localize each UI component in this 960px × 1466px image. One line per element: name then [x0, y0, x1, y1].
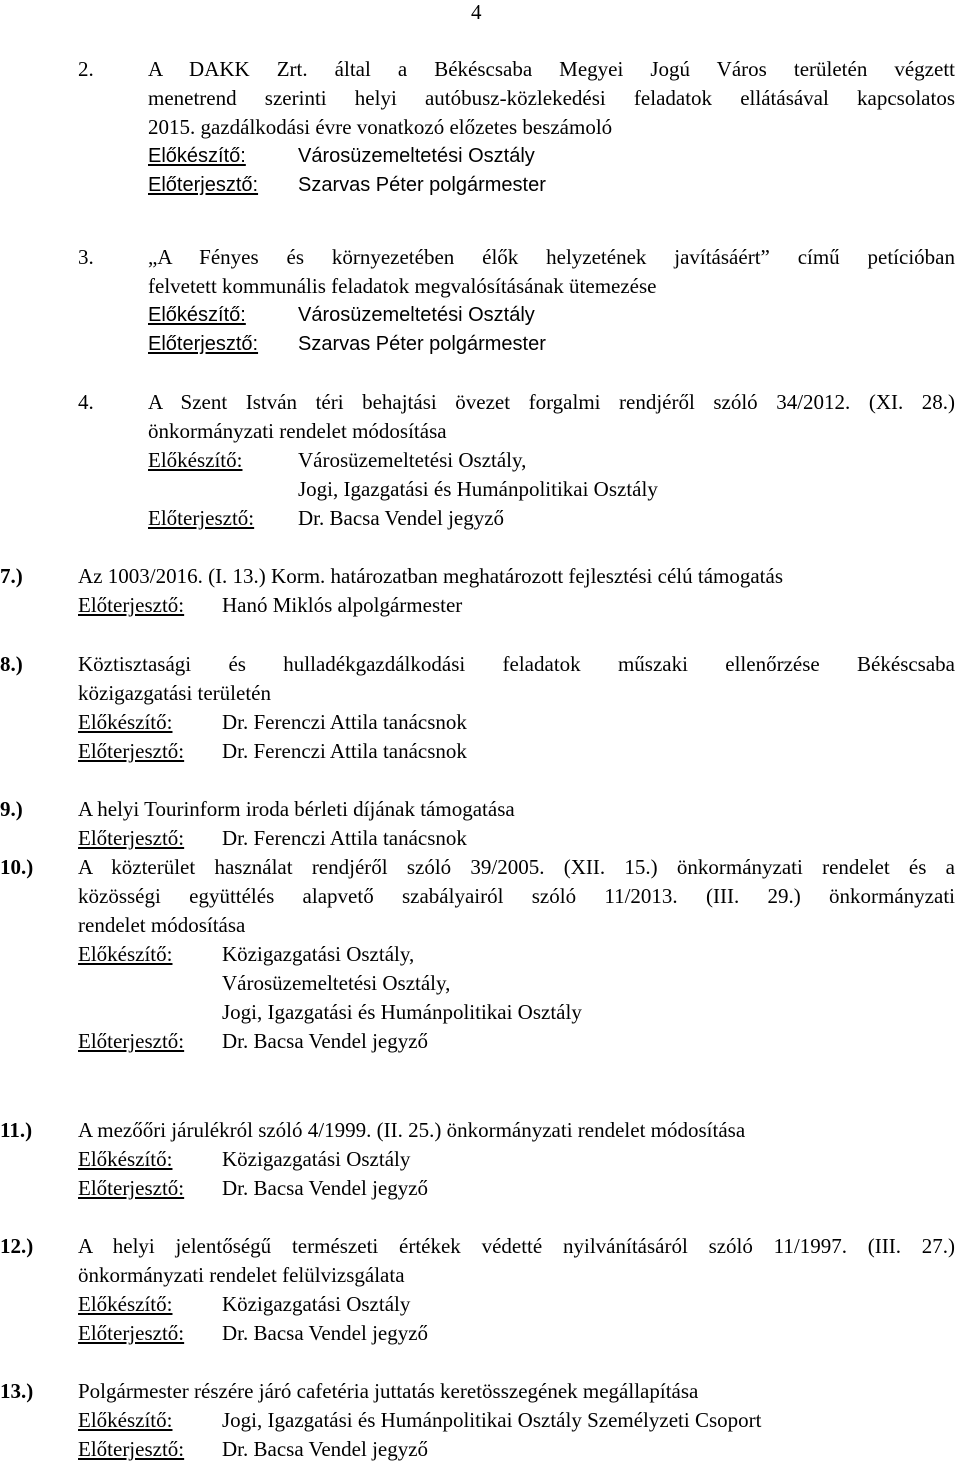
agenda-item: [0, 55, 960, 200]
presenter-row: [0, 1027, 960, 1056]
preparer-row: [0, 446, 960, 475]
presenter-label: Előterjesztő:: [78, 739, 185, 763]
agenda-item-title: A helyi jelentőségű természeti értékek védetté nyilvánításáról szóló 11/1997. (III. 27.): [78, 1234, 955, 1258]
presenter-label: Előterjesztő:: [148, 333, 259, 355]
preparer-row: [0, 969, 960, 998]
presenter-value: Dr. Bacsa Vendel jegyző: [298, 506, 505, 530]
preparer-label: Előkészítő:: [78, 710, 173, 734]
preparer-value: Közigazgatási Osztály,: [222, 942, 415, 966]
agenda-item: [0, 853, 960, 1056]
agenda-item-title: önkormányzati rendelet módosítása: [148, 419, 447, 443]
agenda-item: [0, 1232, 960, 1348]
presenter-value: Dr. Ferenczi Attila tanácsnok: [222, 826, 467, 850]
agenda-item-title: Köztisztasági és hulladékgazdálkodási feladatok műszaki ellenőrzése Békéscsaba: [78, 652, 955, 676]
presenter-row: [0, 737, 960, 766]
agenda-item-number: 11.): [0, 1118, 33, 1142]
preparer-value: Jogi, Igazgatási és Humánpolitikai Osztály Személyzeti Csoport: [222, 1408, 762, 1432]
preparer-label: Előkészítő:: [148, 145, 246, 167]
agenda-item-number: 10.): [0, 855, 34, 879]
agenda-item-number: 13.): [0, 1379, 34, 1403]
agenda-item-title: „A Fényes és környezetében élők helyzetének javításáért” című petícióban: [148, 245, 955, 269]
agenda-item-title: rendelet módosítása: [78, 913, 246, 937]
presenter-value: Dr. Bacsa Vendel jegyző: [222, 1321, 429, 1345]
presenter-row: [0, 1319, 960, 1348]
agenda-item-title: 2015. gazdálkodási évre vonatkozó előzetes beszámoló: [148, 115, 613, 139]
presenter-row: [0, 504, 960, 533]
presenter-value: Szarvas Péter polgármester: [298, 333, 546, 355]
agenda-item-number: 12.): [0, 1234, 34, 1258]
agenda-item-title: A Szent István téri behajtási övezet forgalmi rendjéről szóló 34/2012. (XI. 28.): [148, 390, 955, 414]
agenda-item-title: Az 1003/2016. (I. 13.) Korm. határozatban meghatározott fejlesztési célú támogatás: [78, 564, 783, 588]
presenter-row: [0, 1435, 960, 1464]
presenter-label: Előterjesztő:: [78, 1029, 185, 1053]
preparer-label: Előkészítő:: [78, 1292, 173, 1316]
agenda-item-title: A mezőőri járulékról szóló 4/1999. (II. 25.) önkormányzati rendelet módosítása: [78, 1118, 746, 1142]
agenda-item-title: A közterület használat rendjéről szóló 39/2005. (XII. 15.) önkormányzati rendelet és a: [78, 855, 955, 879]
agenda-item-title: közösségi együttélés alapvető szabályairól szóló 11/2013. (III. 29.) önkormányzati: [78, 884, 955, 908]
presenter-value: Szarvas Péter polgármester: [298, 174, 546, 196]
preparer-row: [0, 1145, 960, 1174]
agenda-item-number: 7.): [0, 564, 23, 588]
preparer-row: [0, 475, 960, 504]
agenda-item-title-row: [0, 388, 960, 417]
agenda-item-number: 4.: [78, 390, 94, 414]
presenter-label: Előterjesztő:: [78, 1437, 185, 1461]
preparer-row: [0, 940, 960, 969]
preparer-row: [0, 1290, 960, 1319]
agenda-item-number: 2.: [78, 57, 94, 81]
agenda-item: [0, 650, 960, 766]
agenda-item-title-row: [0, 1232, 960, 1261]
presenter-label: Előterjesztő:: [78, 1321, 185, 1345]
agenda-item-title-row: [0, 272, 960, 301]
presenter-label: Előterjesztő:: [148, 506, 255, 530]
preparer-value: Jogi, Igazgatási és Humánpolitikai Osztály: [298, 477, 658, 501]
agenda-item-title: A helyi Tourinform iroda bérleti díjának támogatása: [78, 797, 515, 821]
preparer-row: [0, 301, 960, 330]
preparer-label: Előkészítő:: [78, 1147, 173, 1171]
presenter-label: Előterjesztő:: [78, 593, 185, 617]
agenda-item: [0, 388, 960, 533]
preparer-value: Városüzemeltetési Osztály,: [222, 971, 451, 995]
agenda-item-title-row: [0, 562, 960, 591]
presenter-value: Dr. Bacsa Vendel jegyző: [222, 1437, 429, 1461]
agenda-item-title-row: [0, 84, 960, 113]
presenter-label: Előterjesztő:: [78, 1176, 185, 1200]
presenter-row: [0, 591, 960, 620]
agenda-item-title-row: [0, 911, 960, 940]
presenter-label: Előterjesztő:: [148, 174, 259, 196]
preparer-label: Előkészítő:: [78, 942, 173, 966]
page-number: 4: [471, 0, 482, 24]
preparer-value: Városüzemeltetési Osztály: [298, 304, 535, 326]
agenda-item-title-row: [0, 679, 960, 708]
presenter-row: [0, 330, 960, 359]
preparer-row: [0, 998, 960, 1027]
presenter-row: [0, 1174, 960, 1203]
presenter-row: [0, 824, 960, 853]
agenda-item-title-row: [0, 1377, 960, 1406]
agenda-item-title-row: [0, 243, 960, 272]
preparer-value: Városüzemeltetési Osztály: [298, 145, 535, 167]
agenda-item-title-row: [0, 650, 960, 679]
agenda-item-title-row: [0, 417, 960, 446]
agenda-item-title-row: [0, 55, 960, 84]
agenda-item: [0, 1116, 960, 1203]
agenda-item-title: önkormányzati rendelet felülvizsgálata: [78, 1263, 405, 1287]
presenter-row: [0, 171, 960, 200]
agenda-item-title: A DAKK Zrt. által a Békéscsaba Megyei Jogú Város területén végzett: [148, 57, 955, 81]
agenda-item: [0, 562, 960, 620]
agenda-item-title: menetrend szerinti helyi autóbusz-közlekedési feladatok ellátásával kapcsolatos: [148, 86, 955, 110]
presenter-value: Hanó Miklós alpolgármester: [222, 593, 463, 617]
presenter-label: Előterjesztő:: [78, 826, 185, 850]
agenda-item-number: 9.): [0, 797, 23, 821]
agenda-item: [0, 243, 960, 359]
preparer-row: [0, 142, 960, 171]
agenda-item-number: 3.: [78, 245, 94, 269]
preparer-row: [0, 708, 960, 737]
preparer-value: Közigazgatási Osztály: [222, 1147, 411, 1171]
agenda-item: [0, 1377, 960, 1464]
preparer-label: Előkészítő:: [148, 304, 246, 326]
agenda-item-title-row: [0, 1261, 960, 1290]
presenter-value: Dr. Bacsa Vendel jegyző: [222, 1029, 429, 1053]
presenter-value: Dr. Bacsa Vendel jegyző: [222, 1176, 429, 1200]
agenda-item-title-row: [0, 853, 960, 882]
presenter-value: Dr. Ferenczi Attila tanácsnok: [222, 739, 467, 763]
agenda-item-title: felvetett kommunális feladatok megvalósításának ütemezése: [148, 274, 657, 298]
agenda-item: [0, 795, 960, 853]
preparer-label: Előkészítő:: [78, 1408, 173, 1432]
preparer-row: [0, 1406, 960, 1435]
agenda-item-title-row: [0, 882, 960, 911]
preparer-value: Városüzemeltetési Osztály,: [298, 448, 527, 472]
preparer-value: Közigazgatási Osztály: [222, 1292, 411, 1316]
preparer-value: Dr. Ferenczi Attila tanácsnok: [222, 710, 467, 734]
agenda-item-number: 8.): [0, 652, 23, 676]
preparer-label: Előkészítő:: [148, 448, 243, 472]
agenda-item-title-row: [0, 1116, 960, 1145]
preparer-value: Jogi, Igazgatási és Humánpolitikai Osztály: [222, 1000, 582, 1024]
agenda-item-title-row: [0, 795, 960, 824]
agenda-item-title: Polgármester részére járó cafetéria juttatás keretösszegének megállapítása: [78, 1379, 699, 1403]
agenda-item-title: közigazgatási területén: [78, 681, 271, 705]
agenda-item-title-row: [0, 113, 960, 142]
